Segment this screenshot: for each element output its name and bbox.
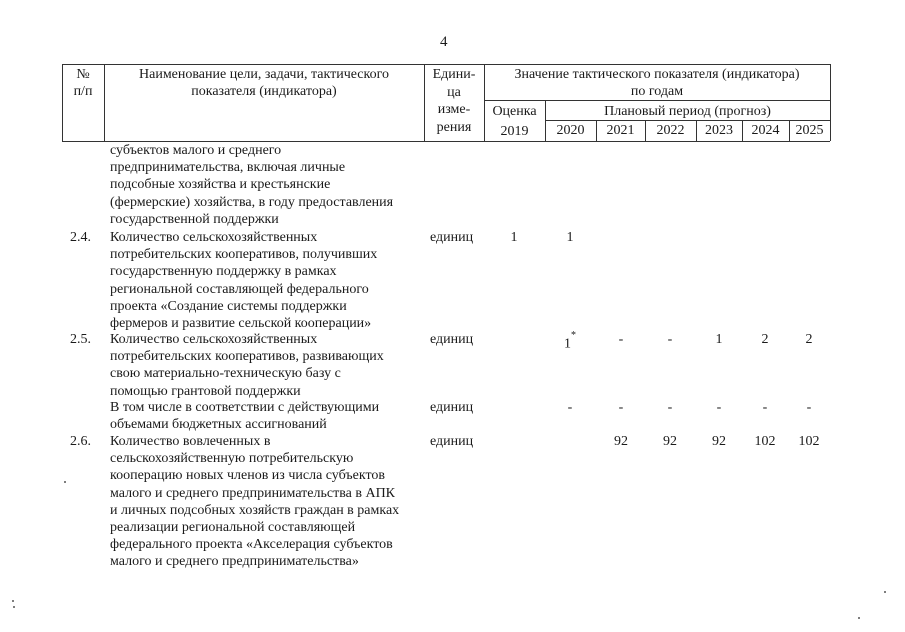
row-description: Количество сельскохозяйственных потребительских кооперативов, развивающих свою материально-техническую базу с помощью грантовой поддержки — [110, 332, 384, 399]
scan-speck — [64, 481, 66, 483]
row-unit: единиц — [430, 434, 474, 449]
row-value: 2 — [761, 332, 769, 347]
row-number: 2.5. — [70, 332, 91, 347]
header-year: 2020 — [556, 123, 585, 138]
row-value: 1 — [510, 230, 518, 245]
header-estimate: Оценка — [492, 104, 537, 119]
row-description: В том числе в соответствии с действующими объемами бюджетных ассигнований — [110, 400, 380, 433]
row-description: Количество сельскохозяйственных потребительских кооперативов, получивших государственную поддержку в рамках региональной составляющей федерального проекта «Создание системы поддержки фермеров и развитие сельской кооперации» — [110, 230, 378, 332]
header-year: 2024 — [751, 123, 780, 138]
row-value: - — [762, 400, 768, 415]
scan-speck — [12, 600, 14, 602]
row-value: - — [716, 400, 722, 415]
header-value: Значение тактического показателя (индикатора) — [514, 67, 800, 82]
footnote-mark: * — [571, 330, 576, 341]
header-year: 2019 — [500, 124, 529, 139]
header-year: 2025 — [795, 123, 824, 138]
scan-speck — [858, 617, 860, 619]
header-num: п/п — [73, 84, 93, 99]
row-unit: единиц — [430, 332, 474, 347]
row-unit: единиц — [430, 400, 474, 415]
row-value: - — [618, 332, 624, 347]
row-description: Количество вовлеченных в сельскохозяйственную потребительскую кооперацию новых членов из числа субъектов малого и среднего предпринимательства в АПК и личных подсобных хозяйств граждан в рамках реализации региональной составляющей федерального проекта «Акселерация субъектов малого и среднего предпринимательства» — [110, 434, 400, 570]
row-number: 2.6. — [70, 434, 91, 449]
row-value: 2 — [805, 332, 813, 347]
header-unit: Едини- — [432, 67, 476, 82]
row-description: субъектов малого и среднего предпринимательства, включая личные подсобные хозяйства и крестьянские (фермерские) хозяйства, в году предоставления государственной поддержки — [110, 143, 394, 227]
row-value: 102 — [754, 434, 776, 449]
header-unit: рения — [436, 119, 472, 135]
scan-speck — [884, 591, 886, 593]
row-number: 2.4. — [70, 230, 91, 245]
row-value: 92 — [663, 434, 677, 449]
header-unit: изме- — [437, 102, 471, 117]
header-value: по годам — [630, 84, 684, 99]
row-value: 1 — [566, 230, 574, 245]
row-unit: единиц — [430, 230, 474, 245]
header-year: 2022 — [656, 123, 685, 138]
row-value: 92 — [712, 434, 726, 449]
header-name: показателя (индикатора) — [191, 84, 337, 99]
row-value: 1 — [715, 332, 723, 347]
page-number: 4 — [440, 34, 448, 50]
row-value: 1* — [564, 330, 576, 352]
row-value: - — [667, 400, 673, 415]
row-value: 102 — [798, 434, 820, 449]
header-year: 2023 — [705, 123, 733, 138]
header-unit: ца — [447, 84, 461, 100]
header-year: 2021 — [606, 123, 635, 138]
row-value: 92 — [614, 434, 628, 449]
row-value: - — [806, 400, 812, 415]
scan-speck — [13, 606, 15, 608]
header-num: № — [76, 67, 90, 82]
row-value: - — [667, 332, 673, 347]
header-plan: Плановый период (прогноз) — [604, 104, 771, 119]
header-name: Наименование цели, задачи, тактического — [139, 67, 389, 82]
row-value: - — [618, 400, 624, 415]
row-value: - — [567, 400, 573, 415]
